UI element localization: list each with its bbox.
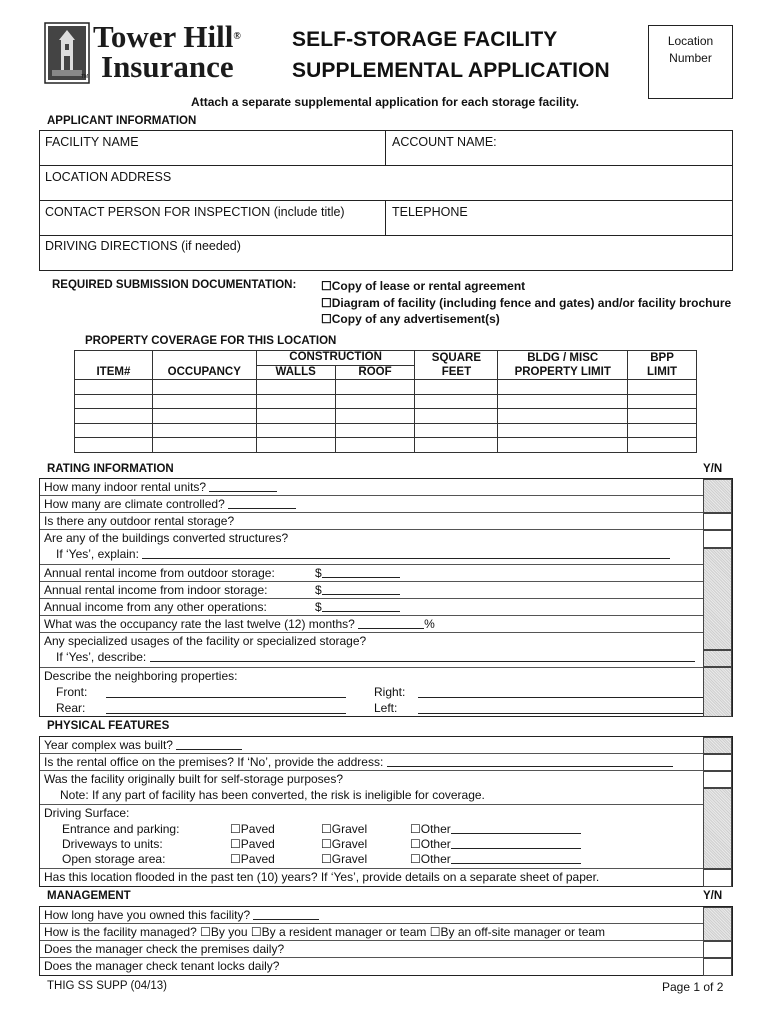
yn-box[interactable] <box>703 907 732 941</box>
checkbox-icon: ☐ <box>200 925 211 939</box>
form-id: THIG SS SUPP (04/13) <box>47 980 167 992</box>
q-managed: How is the facility managed? ☐By you ☐By a resident manager or team ☐By an off-site manager or team <box>40 924 703 941</box>
checkbox-icon: ☐ <box>321 837 332 851</box>
yn-box[interactable] <box>703 958 732 976</box>
doc-item[interactable]: ☐Copy of lease or rental agreement <box>321 279 526 293</box>
facility-name-label: FACILITY NAME <box>45 135 139 149</box>
form-title <box>292 24 610 86</box>
answer-line[interactable] <box>150 650 695 662</box>
yn-box[interactable] <box>703 869 732 887</box>
q-income-outdoor: Annual rental income from outdoor storage: $ <box>40 565 703 582</box>
yn-box[interactable] <box>703 513 732 530</box>
q-owned: How long have you owned this facility? <box>40 907 703 924</box>
gravel-option[interactable]: ☐Gravel <box>321 852 368 866</box>
table-row[interactable] <box>75 423 697 438</box>
yn-box[interactable] <box>703 530 732 548</box>
physical-section-title: PHYSICAL FEATURES <box>47 720 170 732</box>
divider <box>385 131 386 166</box>
table-header-row <box>75 351 697 366</box>
answer-line[interactable] <box>418 702 712 714</box>
q-income-other: Annual income from any other operations: $ <box>40 599 703 616</box>
paved-option[interactable]: ☐Paved <box>230 852 275 866</box>
telephone-label: TELEPHONE <box>392 205 468 219</box>
yn-box[interactable] <box>703 650 732 667</box>
q-specialized: Any specialized usages of the facility or specialized storage? If ‘Yes’, describe: <box>40 633 703 668</box>
answer-line[interactable] <box>418 686 712 698</box>
yn-box[interactable] <box>703 754 732 771</box>
contact-person-label: CONTACT PERSON FOR INSPECTION (include title) <box>45 205 345 219</box>
by-offsite-option[interactable]: ☐By an off-site manager or team <box>429 925 606 939</box>
surface-row: Open storage area: ☐Paved ☐Gravel ☐Other <box>44 851 703 866</box>
instruction-text: Attach a separate supplemental application for each storage facility. <box>191 95 579 109</box>
q-year: Year complex was built? <box>40 737 703 754</box>
page-number: Page 1 of 2 <box>662 980 724 994</box>
doc-item[interactable]: ☐Copy of any advertisement(s) <box>321 312 500 326</box>
checkbox-icon: ☐ <box>230 822 241 836</box>
q-neighboring: Describe the neighboring properties: Front: Right: Rear: Left: <box>40 668 703 717</box>
documentation-label: REQUIRED SUBMISSION DOCUMENTATION: <box>52 279 297 291</box>
logo-registered: ® <box>233 31 241 42</box>
doc-item[interactable]: ☐Diagram of facility (including fence and gates) and/or facility brochure <box>321 295 732 310</box>
paved-option[interactable]: ☐Paved <box>230 837 275 851</box>
location-number-box[interactable] <box>648 25 733 99</box>
yn-box[interactable] <box>703 771 732 788</box>
applicant-row-4 <box>40 236 732 270</box>
answer-line[interactable] <box>322 583 400 595</box>
yn-box[interactable] <box>703 737 732 754</box>
table-row[interactable] <box>75 394 697 409</box>
answer-line[interactable] <box>176 738 242 750</box>
management-section-title: MANAGEMENT <box>47 890 131 902</box>
location-address-label: LOCATION ADDRESS <box>45 170 172 184</box>
answer-line[interactable] <box>106 686 346 698</box>
col-square: SQUARE <box>415 351 498 366</box>
yn-box[interactable] <box>703 548 732 650</box>
col-property-limit: PROPERTY LIMIT <box>498 365 628 380</box>
answer-line[interactable] <box>322 600 400 612</box>
checkbox-icon: ☐ <box>410 822 421 836</box>
logo-text <box>93 19 241 84</box>
answer-line[interactable] <box>142 547 670 559</box>
q-office: Is the rental office on the premises? If ‘No’, provide the address: <box>40 754 703 771</box>
driving-surface: Driving Surface: Entrance and parking: ☐Paved ☐Gravel ☐Other Driveways to units: ☐Paved ☐Gravel ☐Other Open storage area: ☐Paved ☐Gravel ☐Other <box>40 805 703 869</box>
title-line2: SUPPLEMENTAL APPLICATION <box>292 59 610 82</box>
q-premises: Does the manager check the premises daily? <box>40 941 703 958</box>
management-yn-label: Y/N <box>703 890 723 902</box>
checkbox-icon: ☐ <box>230 852 241 866</box>
yn-box[interactable] <box>703 667 732 717</box>
answer-line[interactable] <box>451 837 581 849</box>
q-flooded: Has this location flooded in the past ten (10) years? If ‘Yes’, provide details on a separate sheet of paper. <box>44 870 600 884</box>
checkbox-icon: ☐ <box>410 852 421 866</box>
surface-row: Entrance and parking: ☐Paved ☐Gravel ☐Other <box>44 821 703 836</box>
coverage-table <box>74 350 697 453</box>
yn-box[interactable] <box>703 941 732 958</box>
applicant-section-title: APPLICANT INFORMATION <box>47 115 197 127</box>
rating-yn-label: Y/N <box>703 463 723 475</box>
q-originally: Was the facility originally built for self-storage purposes? Note: If any part of facility has been converted, the risk is ineligible for coverage. <box>40 771 703 805</box>
applicant-row-3 <box>40 201 732 236</box>
checkbox-icon: ☐ <box>429 925 441 939</box>
col-item: ITEM# <box>75 351 153 380</box>
answer-line[interactable] <box>253 908 319 920</box>
gravel-option[interactable]: ☐Gravel <box>321 837 368 851</box>
surface-row: Driveways to units: ☐Paved ☐Gravel ☐Other <box>44 836 703 851</box>
col-construction: CONSTRUCTION <box>256 351 415 366</box>
col-bpp: BPP <box>628 351 697 366</box>
checkbox-icon: ☐ <box>321 295 332 310</box>
applicant-row-1 <box>40 131 732 166</box>
title-line1: SELF-STORAGE FACILITY <box>292 28 558 51</box>
col-occupancy: OCCUPANCY <box>152 351 256 380</box>
documentation-list <box>321 278 731 328</box>
q-locks: Does the manager check tenant locks daily? <box>44 959 280 973</box>
checkbox-icon: ☐ <box>321 279 332 293</box>
checkbox-icon: ☐ <box>230 837 241 851</box>
answer-line[interactable] <box>228 497 296 509</box>
q-outdoor: Is there any outdoor rental storage? <box>40 513 703 530</box>
yn-box[interactable] <box>703 479 732 513</box>
table-row[interactable] <box>75 438 697 453</box>
logo-tm: TM <box>81 74 89 80</box>
answer-line[interactable] <box>451 852 581 864</box>
table-row[interactable] <box>75 409 697 424</box>
col-walls: WALLS <box>256 365 335 380</box>
q-converted: Are any of the buildings converted structures? If ‘Yes’, explain: <box>40 530 703 565</box>
driving-directions-label: DRIVING DIRECTIONS (if needed) <box>45 239 241 253</box>
account-name-label: ACCOUNT NAME: <box>392 135 497 149</box>
location-label-1: Location <box>667 34 714 48</box>
q-indoor-units: How many indoor rental units? <box>40 479 703 496</box>
col-bldg-misc: BLDG / MISC <box>498 351 628 366</box>
logo-line1: Tower Hill <box>93 19 234 54</box>
by-you-option[interactable]: ☐By you <box>200 925 248 939</box>
other-option[interactable]: ☐Other <box>410 821 581 837</box>
divider <box>385 201 386 236</box>
q-occupancy: What was the occupancy rate the last twelve (12) months? % <box>40 616 703 633</box>
answer-line[interactable] <box>451 822 581 834</box>
other-option[interactable]: ☐Other <box>410 836 581 852</box>
col-limit: LIMIT <box>628 365 697 380</box>
logo-line2: Insurance <box>101 49 234 84</box>
applicant-info-box <box>39 130 733 271</box>
col-roof: ROOF <box>335 365 415 380</box>
checkbox-icon: ☐ <box>321 822 332 836</box>
other-option[interactable]: ☐Other <box>410 851 581 867</box>
answer-line[interactable] <box>106 702 346 714</box>
paved-option[interactable]: ☐Paved <box>230 822 275 836</box>
location-label-2: Number <box>669 51 712 65</box>
applicant-row-2 <box>40 166 732 201</box>
answer-line[interactable] <box>358 617 424 629</box>
q-climate: How many are climate controlled? <box>40 496 703 513</box>
checkbox-icon: ☐ <box>321 312 332 326</box>
col-feet: FEET <box>415 365 498 380</box>
answer-line[interactable] <box>209 480 277 492</box>
tower-hill-logo <box>44 19 266 86</box>
coverage-title: PROPERTY COVERAGE FOR THIS LOCATION <box>85 335 337 347</box>
checkbox-icon: ☐ <box>321 852 332 866</box>
answer-line[interactable] <box>322 566 400 578</box>
checkbox-icon: ☐ <box>410 837 421 851</box>
checkbox-icon: ☐ <box>250 925 262 939</box>
q-income-indoor: Annual rental income from indoor storage: $ <box>40 582 703 599</box>
gravel-option[interactable]: ☐Gravel <box>321 822 368 836</box>
answer-line[interactable] <box>387 755 673 767</box>
table-row[interactable] <box>75 380 697 395</box>
yn-box[interactable] <box>703 788 732 869</box>
by-resident-option[interactable]: ☐By a resident manager or team <box>250 925 427 939</box>
rating-section-title: RATING INFORMATION <box>47 463 174 475</box>
